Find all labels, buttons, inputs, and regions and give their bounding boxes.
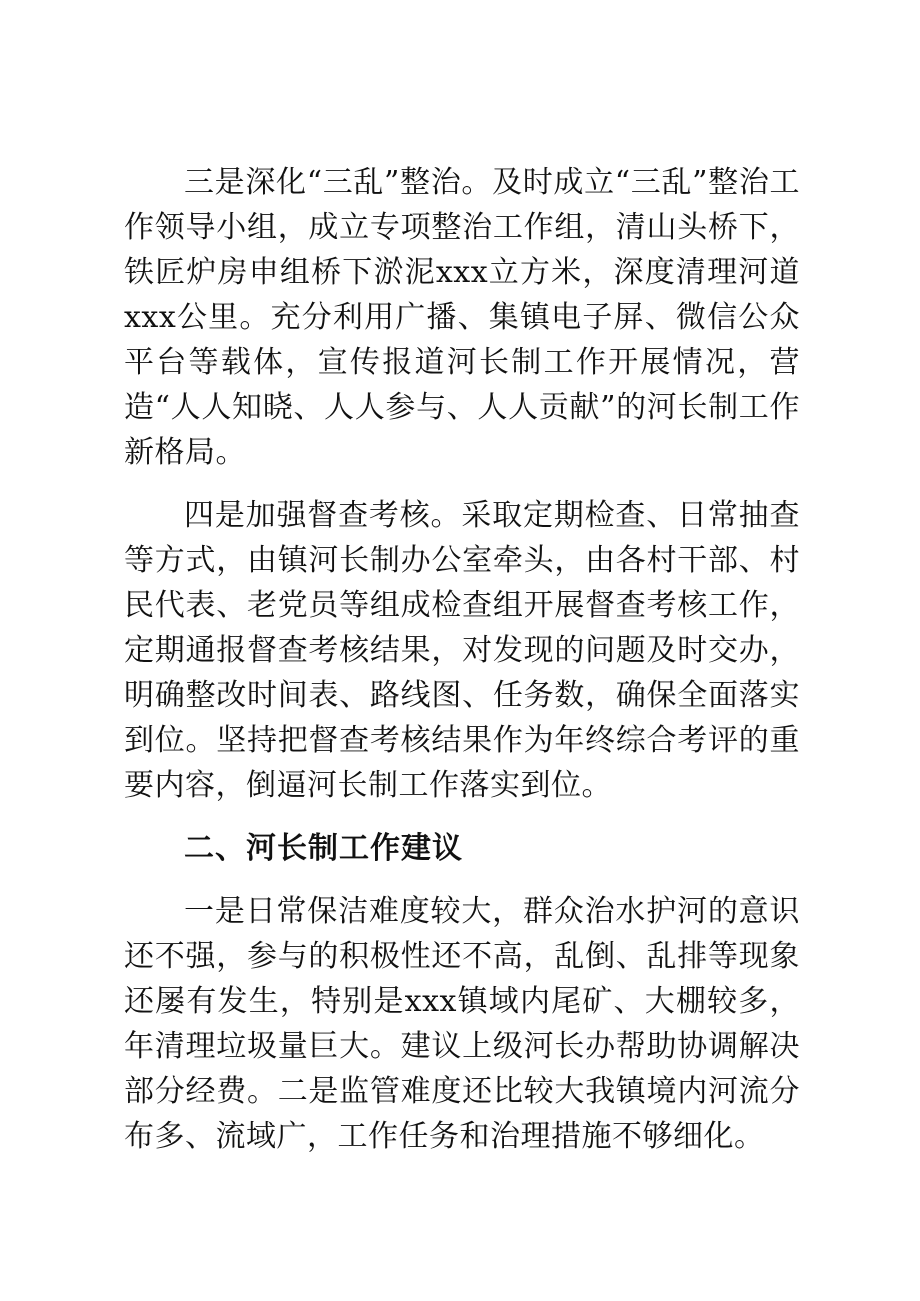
document-body bbox=[124, 160, 800, 1159]
paragraph-strengthen-inspection: 四是加强督查考核。采取定期检查、日常抽查等方式，由镇河长制办公室牵头，由各村干部、村民代表、老党员等组成检查组开展督查考核工作，定期通报督查考核结果，对发现的问题及时交办，明确整改时间表、路线图、任务数，确保全面落实到位。坚持把督查考核结果作为年终综合考评的重要内容，倒逼河长制工作落实到位。 bbox=[124, 498, 800, 803]
section-heading: 二、河长制工作建议 bbox=[184, 831, 463, 866]
paragraph-suggestions: 一是日常保洁难度较大，群众治水护河的意识还不强，参与的积极性还不高，乱倒、乱排等现象还屡有发生，特别是xxx镇域内尾矿、大棚较多，年清理垃圾量巨大。建议上级河长办帮助协调解决部分经费。二是监管难度还比较大我镇境内河流分布多、流域广，工作任务和治理措施不够细化。 bbox=[124, 894, 800, 1154]
paragraph-deepen-rectification: 三是深化“三乱”整治。及时成立“三乱”整治工作领导小组，成立专项整治工作组，清山头桥下，铁匠炉房申组桥下淤泥xxx立方米，深度清理河道xxx公里。充分利用广播、集镇电子屏、微信公众平台等载体，宣传报道河长制工作开展情况，营造“人人知晓、人人参与、人人贡献”的河长制工作新格局。 bbox=[124, 165, 800, 470]
